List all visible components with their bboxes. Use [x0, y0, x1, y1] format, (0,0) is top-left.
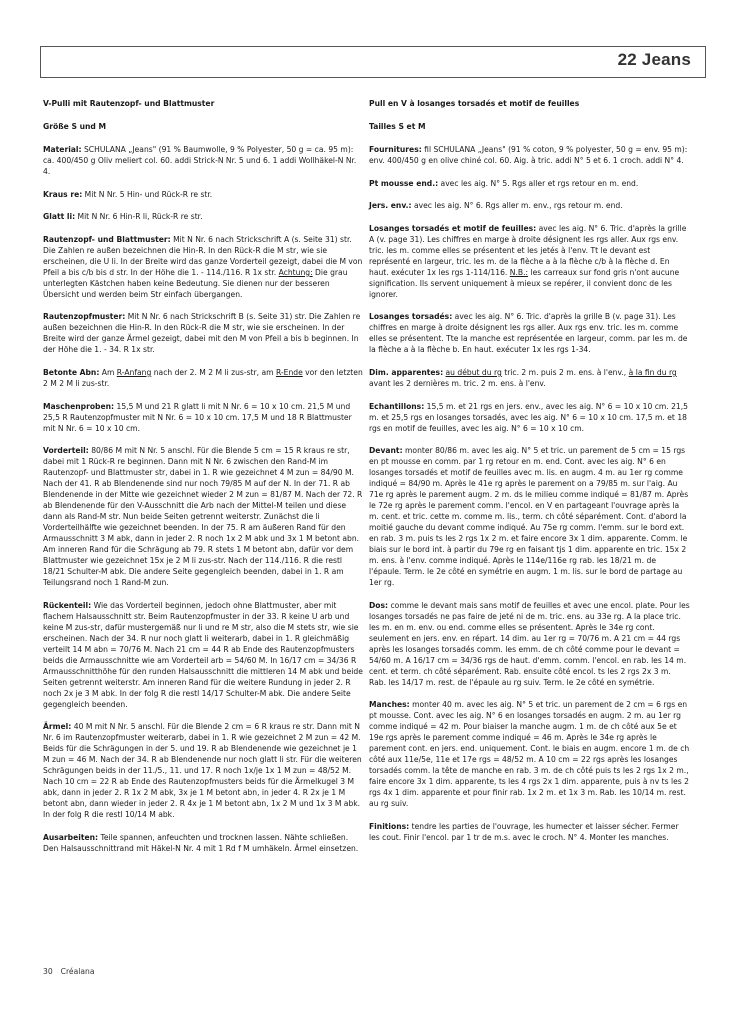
fr-losanges: Losanges torsadés: avec les aig. N° 6. Tric. d'après la grille B (v. page 31). Les chiffres en marge à droite désignent les rgs aller. Aux rgs env. tric. les m. comme elles se présentent. Tte la manche est représentée en largeur, comm. par les m. de la flèche a à la flèche b. En haut. exécuter 1x les rgs 1-34. — [369, 312, 688, 355]
french-column — [369, 98, 690, 855]
fr-dos: Dos: comme le devant mais sans motif de feuilles et avec une encol. plate. Pour les losanges torsadés ne pas faire de jeté ni de m. tric. ens. au 33e rg. A la place tric. les m. en m. env. ou end. comme elles se présentent. Après le 34e rg cont. seulement en jers. env. en répart. 14 dim. au 1er rg = 70/76 m. A 21 cm = 44 rgs après les losanges torsadés comm. les emm. de ch côté comme pour le devant = 54/60 m. A 16/17 cm = 34/36 rgs de haut. d'emm. comm. l'encol. en rab. les 14 m. cent. et term. ch côté séparément. Rab. ensuite côté encol. ts les 2 rgs 2x 3 m. Rab. les 14/17 m. rest. de l'épaule au rg suiv. Term. le 2e côté en symétrie. — [369, 600, 690, 687]
fr-losanges-feuilles: Losanges torsadés et motif de feuilles: avec les aig. N° 6. Tric. d'après la grille A (v. page 31). Les chiffres en marge à droite désignent les rgs aller. Aux rgs env. tric. les m. comme elles se présentent et les jetés à l'env. Tt le devant est représenté en largeur, tric. les m. de la flèche a à la flèche c/b à la flèche d. En haut. exécuter 1x les rgs 1-114/116. N.B.: les carreaux sur fond gris n'ont aucune signification. Ils servent uniquement à mieux se repérer, il convient donc de les ignorer. — [369, 223, 687, 299]
fr-pt-mousse: Pt mousse end.: avec les aig. N° 5. Rgs aller et rgs retour en m. end. — [369, 178, 639, 188]
de-rautenzopf-blatt: Rautenzopf- und Blattmuster: Mit N Nr. 6 nach Strickschrift A (s. Seite 31) str. Die Zahlen re außen bezeichnen die Hin-R. In den Rück-R die M str, wie sie erscheinen, die U li. In der Breite wird das ganze Vorderteil gezeigt, dabei die M von Pfeil a bis c/b bis d str. In der Höhe die 1. - 114./116. R 1x str. Achtung: Die grau unterlegten Kästchen haben keine Bedeutung. Sie dienen nur der besseren Übersicht und werden beim Str einfach übergangen. — [43, 234, 363, 299]
german-size: Größe S und M — [43, 122, 107, 131]
fr-dim-apparentes: Dim. apparentes: au début du rg tric. 2 m. puis 2 m. ens. à l'env., à la fin du rg avant les 2 dernières m. tric. 2 m. ens. à l'env. — [369, 367, 677, 388]
fr-finitions: Finitions: tendre les parties de l'ouvrage, les humecter et laisser sécher. Fermer les cout. Finir l'encol. par 1 tr de m.s. avec le croch. N° 4. Monter les manches. — [369, 821, 679, 842]
de-vorderteil: Vorderteil: 80/86 M mit N Nr. 5 anschl. Für die Blende 5 cm = 15 R kraus re str, dabei mit 1 Rück-R re beginnen. Dann mit N Nr. 6 zwischen den Rand-M im Rautenzopf- und Blattmuster str, dabei in 1. R wie gezeichnet 4 M zun = 84/90 M. Nach der 41. R ab Blendenende sind nur noch 79/85 M auf der N. In der 71. R ab Blendenende in der Mitte wie gezeichnet wieder 2 M zun = 81/87 M. Nach der 72. R ab Blendenende für den V-Ausschnitt die Arb nach der Mittel-M teilen und diese dann als Rand-M str. Nun beide Seiten getrennt weiterstr. Zunächst die li Vorderteilhälfte wie gezeichnet beenden. In der 75. R am äußeren Rand für den Armausschnitt 3 M abk, dann in jeder 2. R noch 1x 2 M abk und 3x 1 M betont abn. Am inneren Rand für die Schrägung ab 79. R stets 1 M betont abn, dafür vor dem Blattmuster wie gezeichnet 15x je 2 M li zus-str. Nach der 114./116. R die restl 18/21 Schulter-M abk. Die andere Seite gegengleich beenden, dabei in 1. R am Teilungsrand noch 1 Rand-M zun. — [43, 446, 363, 588]
brand-name: Créalana — [60, 967, 95, 976]
fr-manches: Manches: monter 40 m. avec les aig. N° 5 et tric. un parement de 2 cm = 6 rgs en pt mousse. Cont. avec les aig. N° 6 en losanges torsadés en augm. 2 m. au 1er rg comme indiqué = 42 m. Pour biaiser la manche augm. 1 m. de ch côté aux 5e et 19e rgs après le parement comme indiqué = 46 m. Après le 34e rg après le parement cont. en jers. end. uniquement. Cont. le biais en augm. encore 1 m. de ch côté aux 11e/5e, 11e et 17e rgs = 48/52 m. A 10 cm = 22 rgs après les losanges torsadés comm. la tête de manche en rab. 3 m. de ch côté puis ts les 2 rgs 1x 2 m., faire encore 3x 1 dim. apparente, ts les 4 rgs 2x 1 dim. apparente, puis à nv ts les 2 rgs 4x 1 dim. apparente et pour finir rab. 1x 2 m. et 1x 3 m. Rab. les 10/14 m. rest. au rg suiv. — [369, 700, 690, 809]
de-kraus: Kraus re: Mit N Nr. 5 Hin- und Rück-R re str. — [43, 189, 213, 199]
de-betonte-abn: Betonte Abn: Am R-Anfang nach der 2. M 2 M li zus-str, am R-Ende vor den letzten 2 M 2 M li zus-str. — [43, 367, 363, 388]
de-maschenproben: Maschenproben: 15,5 M und 21 R glatt li mit N Nr. 6 = 10 x 10 cm. 21,5 M und 25,5 R Rautenzopfmuster mit N Nr. 6 = 10 x 10 cm. 17,5 M und 18 R Blattmuster mit N Nr. 6 = 10 x 10 cm. — [43, 401, 352, 433]
page-footer — [43, 967, 94, 976]
fr-fournitures: Fournitures: fil SCHULANA „Jeans" (91 % coton, 9 % polyester, 50 g = env. 95 m): env. 400/450 g en olive chiné col. 60. Aig. à tric. addi N° 5 et 6. 1 croch. addi N° 4. — [369, 145, 688, 165]
de-aermel: Ärmel: 40 M mit N Nr. 5 anschl. Für die Blende 2 cm = 6 R kraus re str. Dann mit N Nr. 6 im Rautenzopfmuster weiterarb, dabei in 1. R wie gezeichnet 2 M zun = 42 M. Beids für die Schrägungen in der 5. und 19. R ab Blendenende wie gezeichnet je 1 M zun = 46 M. Nach der 34. R ab Blendenende nur noch glatt li str. Für die weiteren Schrägungen beids in der 11./5., 11. und 17. R noch 1x/je 1x 1 M zun = 48/52 M. Nach 10 cm = 22 R ab Ende des Rautenzopfmusters beids für die Ärmelkugel 3 M abk, dann in jeder 2. R 1x 2 M abk, 3x je 1 M betont abn, in jeder 4. R 2x je 1 M betont abn, dann wieder in jeder 2. R 4x je 1 M betont abn, 1x 2 M und 1x 3 M abk. In der folg R die restl 10/14 M abk. — [43, 722, 362, 820]
french-size: Tailles S et M — [369, 122, 426, 131]
de-ausarbeiten: Ausarbeiten: Teile spannen, anfeuchten und trocknen lassen. Nähte schließen. Den Halsausschnittrand mit Häkel-N Nr. 4 mit 1 Rd f M umhäkeln. Ärmel einsetzen. — [43, 832, 359, 853]
german-heading: V-Pulli mit Rautenzopf- und Blattmuster — [43, 99, 215, 108]
german-column — [43, 98, 364, 866]
de-glatt: Glatt li: Mit N Nr. 6 Hin-R li, Rück-R re str. — [43, 212, 203, 222]
page-number: 30 — [43, 967, 53, 976]
page-title: 22 Jeans — [617, 50, 691, 69]
fr-echantillons: Echantillons: 15,5 m. et 21 rgs en jers. env., avec les aig. N° 6 = 10 x 10 cm. 21,5 m. et 25,5 rgs en losanges torsadés, avec les aig. N° 6 = 10 x 10 cm. 17,5 m. et 18 rgs en motif de feuilles, avec les aig. N° 6 = 10 x 10 cm. — [369, 401, 688, 433]
de-rueckenteil: Rückenteil: Wie das Vorderteil beginnen, jedoch ohne Blattmuster, aber mit flachem Halsausschnitt str. Beim Rautenzopfmuster in der 33. R keine U arb und keine M zus-str, dafür mustergemäß nur li und re M str, also die M stets str, wie sie erscheinen. Nach der 34. R nur noch glatt li weiterarb, dabei in 1. R gleichmäßig verteilt 14 M abn = 70/76 M. Nach 21 cm = 44 R ab Ende des Rautenzopfmusters beids die Armausschnitte wie am Vorderteil arb = 54/60 M. In 16/17 cm = 34/36 R Armausschnitthöhe für den runden Halsausschnitt die mittleren 14 M abk und beide Seiten getrennt weiterstr. Am inneren Rand für die weitere Rundung in jeder 2. R noch 2x je 3 M abk. In der folg R die restl 14/17 Schulter-M abk. Die andere Seite gegengleich beenden. — [43, 600, 363, 709]
french-heading: Pull en V à losanges torsadés et motif de feuilles — [369, 99, 580, 108]
title-box — [40, 46, 706, 78]
de-rautenzopf: Rautenzopfmuster: Mit N Nr. 6 nach Strickschrift B (s. Seite 31) str. Die Zahlen re außen bezeichnen die Hin-R. In den Rück-R die M str, wie sie erscheinen. In der Breite wird der ganze Ärmel gezeigt, dabei mit den M von Pfeil a bis b beginnen. In der Höhe die 1. - 34. R 1x str. — [43, 312, 361, 355]
fr-devant: Devant: monter 80/86 m. avec les aig. N° 5 et tric. un parement de 5 cm = 15 rgs en pt mousse en comm. par 1 rg retour en m. end. Cont. avec les aig. N° 6 en losanges torsadés et motif de feuilles avec m. lis. en augm. 4 m. au 1er rg comme indiqué = 84/90 m. Après le 41e rg après le parement on a 79/85 m. sur l'aig. Au 71e rg après le parement augm. 2 m. ds le milieu comme indiqué = 81/87 m. Après le 72e rg après le parement comm. l'encol. en V en partageant l'ouvrage après la m. cent. et tric. cette m. comme m. lis., term. ch côté séparément. Cont. d'abord la moitié gauche du devant comme indiqué. Au 75e rg comm. l'emm. sur le bord ext. en rab. 3 m. puis ts les 2 rgs 1x 2 m. et faire encore 3x 1 dim. apparente. Comm. le biais sur le bord int. à partir du 79e rg en faisant tjs 1 dim. apparente en tric. 15x 2 m. ens. à l'env. comme indiqué. Après le 114e/116e rg rab. les 18/21 m. de l'épaule. Term. le 2e côté en symétrie en augm. 1 m. lis. sur le bord de partage au 1er rg. — [369, 446, 689, 588]
de-material: Material: SCHULANA „Jeans" (91 % Baumwolle, 9 % Polyester, 50 g = ca. 95 m): ca. 400/450 g Oliv meliert col. 60. addi Strick-N Nr. 5 und 6. 1 addi Wollhäkel-N Nr. 4. — [43, 145, 357, 176]
fr-jers-env: Jers. env.: avec les aig. N° 6. Rgs aller m. env., rgs retour m. end. — [369, 201, 623, 211]
